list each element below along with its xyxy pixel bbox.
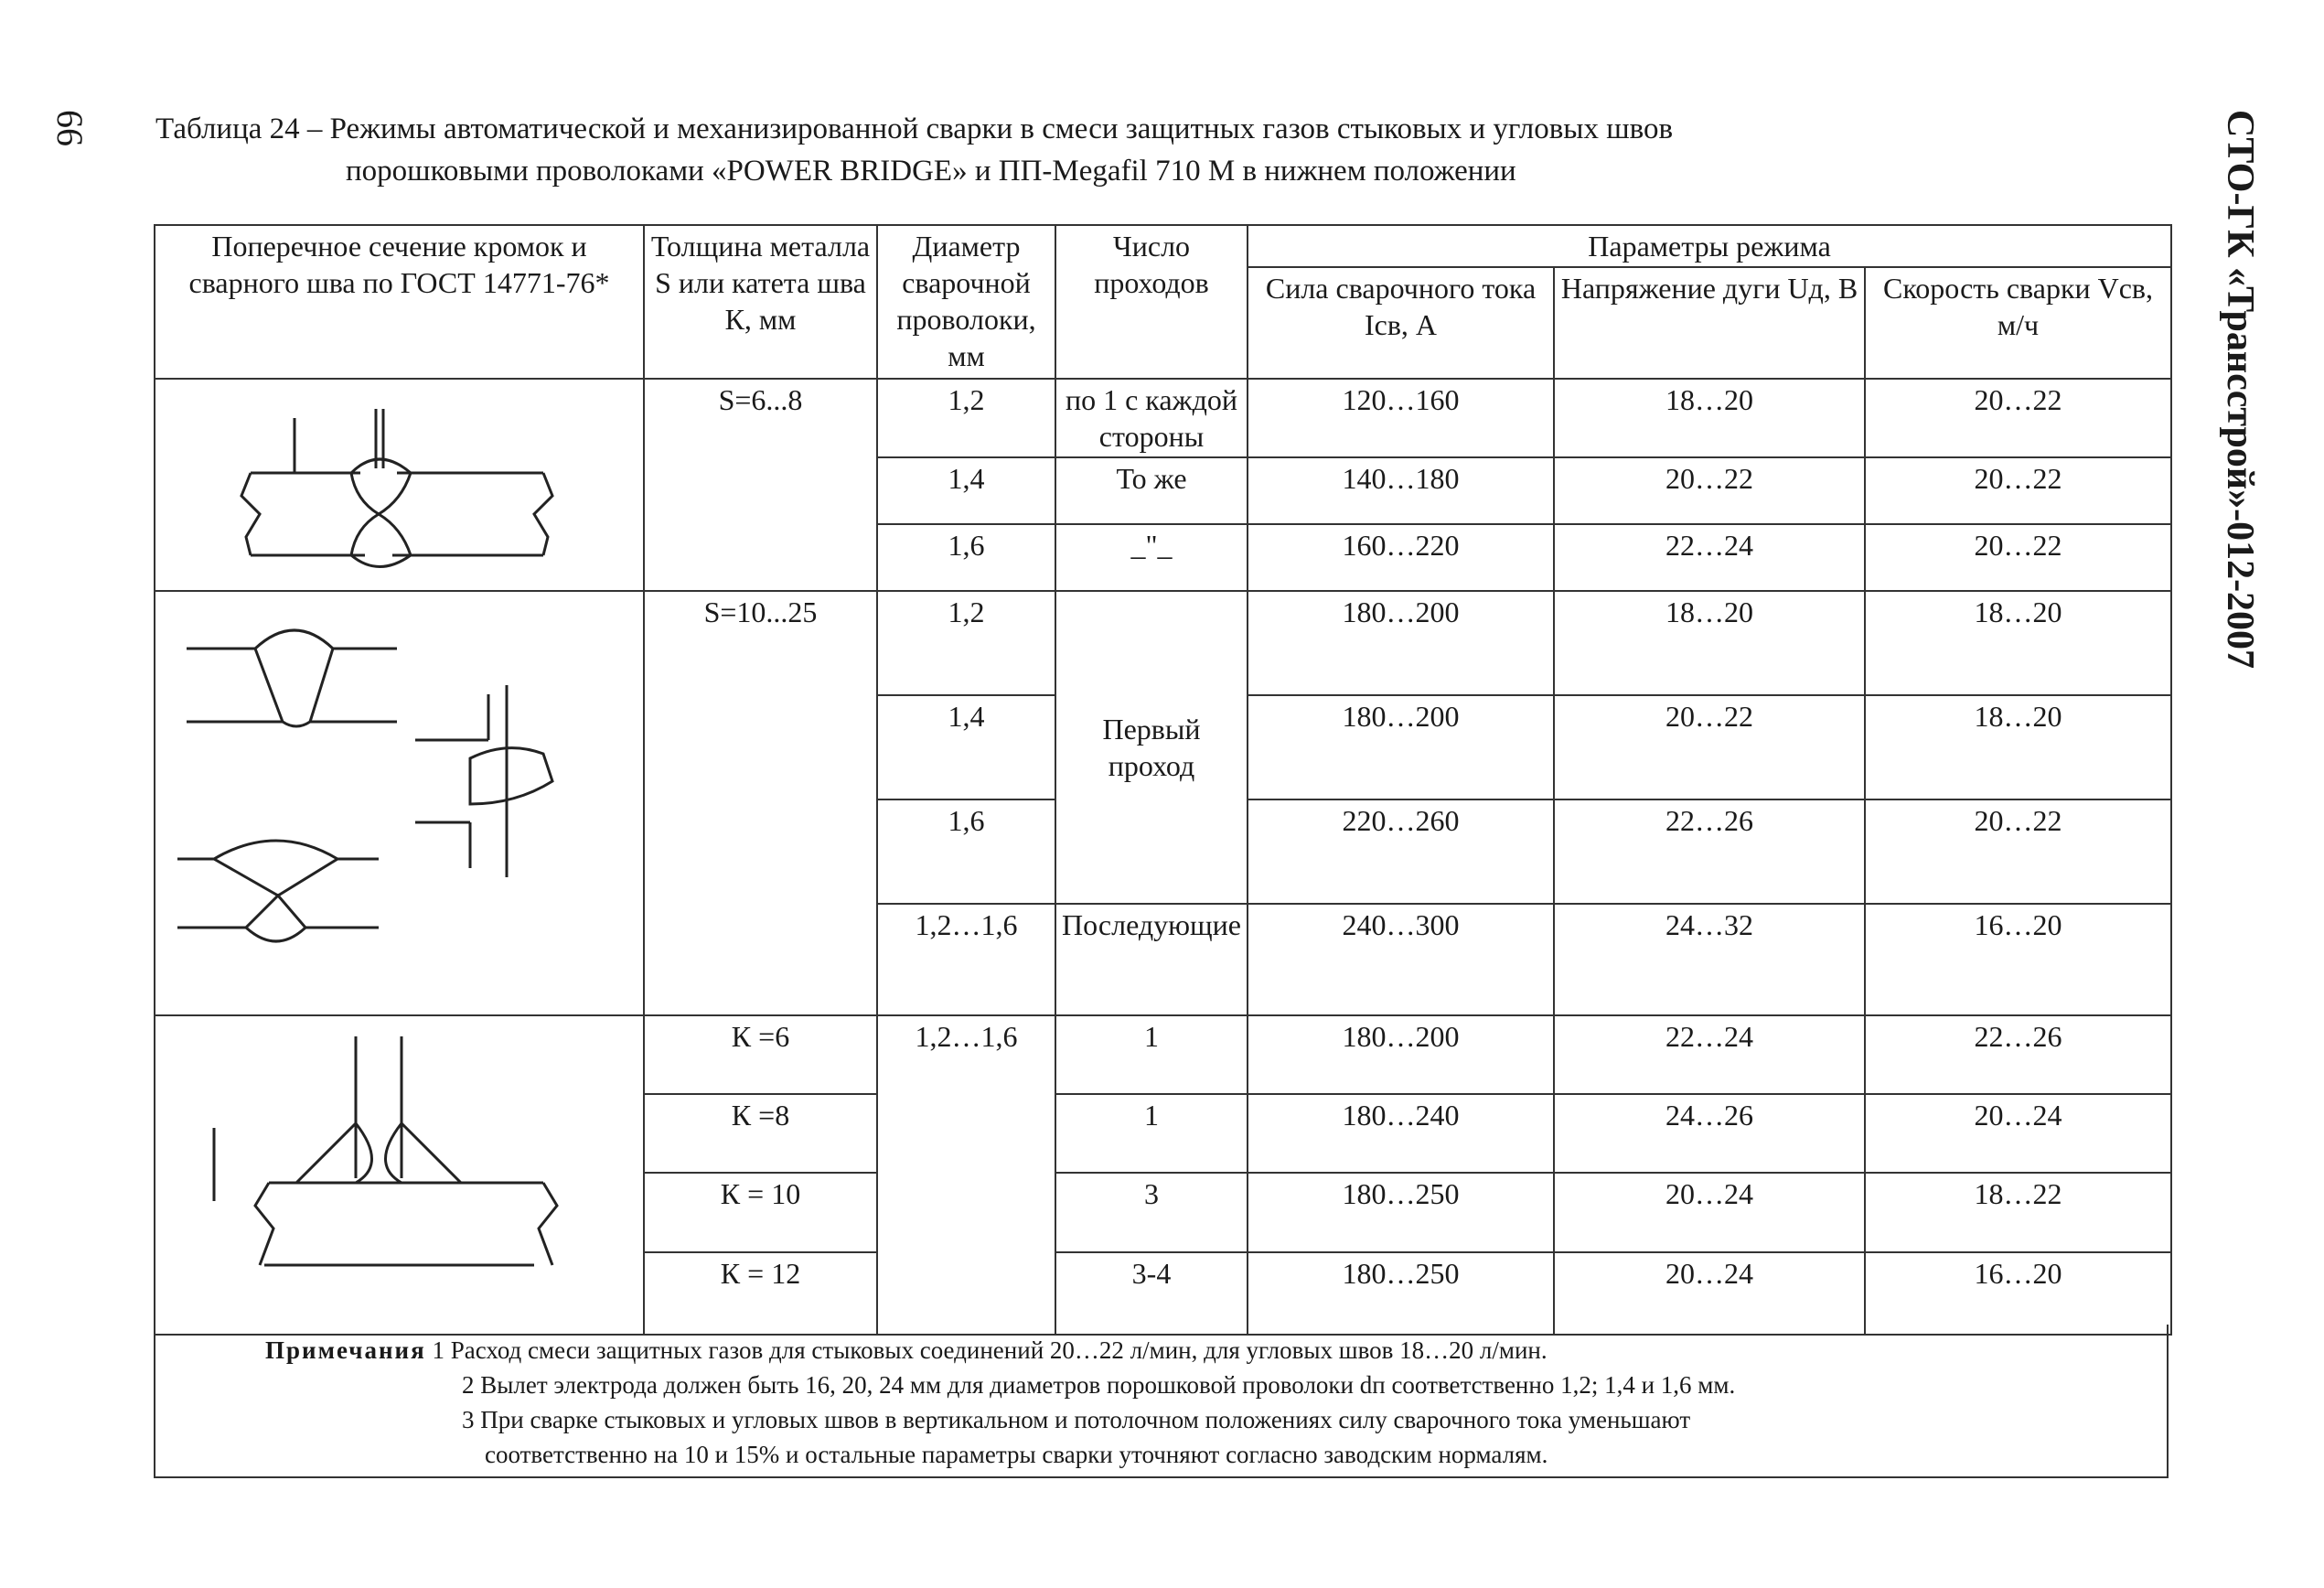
note-1 bbox=[265, 1332, 1548, 1368]
header-thickness: Толщина металла S или катета шва К, мм bbox=[644, 225, 877, 379]
g3-r1-voltage: 22…24 bbox=[1554, 1015, 1865, 1094]
g2-r2-current: 180…200 bbox=[1248, 695, 1554, 799]
g2-passes-first: Первый проход bbox=[1055, 591, 1248, 904]
g3-r4-current: 180…250 bbox=[1248, 1252, 1554, 1335]
g3-r3-voltage: 20…24 bbox=[1554, 1173, 1865, 1251]
g1-r1-diameter: 1,2 bbox=[877, 379, 1055, 457]
g1-r3-passes: _"_ bbox=[1055, 524, 1248, 591]
note-3-cont: соответственно на 10 и 15% и остальные параметры сварки уточняют согласно заводским нормалям. bbox=[485, 1441, 1548, 1468]
g2-r2-speed: 18…20 bbox=[1865, 695, 2171, 799]
welding-modes-table bbox=[154, 224, 2172, 1336]
g2-r4-voltage: 24…32 bbox=[1554, 904, 1865, 1015]
g2-r4-diameter: 1,2…1,6 bbox=[877, 904, 1055, 1015]
note-2: 2 Вылет электрода должен быть 16, 20, 24 мм для диаметров порошковой проволоки dп соответственно 1,2; 1,4 и 1,6 мм. bbox=[462, 1371, 1736, 1399]
header-params: Параметры режима bbox=[1248, 225, 2171, 267]
tee-weld-drawing bbox=[159, 1018, 644, 1332]
table-row bbox=[155, 379, 2171, 457]
g3-diameter: 1,2…1,6 bbox=[877, 1015, 1055, 1335]
table-caption bbox=[155, 108, 2168, 192]
g1-r3-diameter: 1,6 bbox=[877, 524, 1055, 591]
page-number: 66 bbox=[49, 110, 91, 146]
g1-r3-speed: 20…22 bbox=[1865, 524, 2171, 591]
g3-r4-passes: 3-4 bbox=[1055, 1252, 1248, 1335]
g3-r2-thickness: К =8 bbox=[644, 1094, 877, 1173]
header-diameter: Диаметр сварочной проволоки, мм bbox=[877, 225, 1055, 379]
butt-weld-c7-drawing bbox=[159, 381, 644, 576]
g3-r2-voltage: 24…26 bbox=[1554, 1094, 1865, 1173]
g2-thickness: S=10...25 bbox=[644, 591, 877, 1015]
g2-passes-next: Последующие bbox=[1055, 904, 1248, 1015]
sketch-tee-joint bbox=[155, 1015, 644, 1335]
g3-r1-current: 180…200 bbox=[1248, 1015, 1554, 1094]
g3-r2-speed: 20…24 bbox=[1865, 1094, 2171, 1173]
g2-r4-speed: 16…20 bbox=[1865, 904, 2171, 1015]
caption-line-2: порошковыми проволоками «POWER BRIDGE» и ПП-Megafil 710 М в нижнем положении bbox=[346, 155, 1516, 188]
header-section: Поперечное сечение кромок и сварного шва по ГОСТ 14771-76* bbox=[155, 225, 644, 379]
table-row bbox=[155, 591, 2171, 695]
g1-r1-voltage: 18…20 bbox=[1554, 379, 1865, 457]
g2-r1-current: 180…200 bbox=[1248, 591, 1554, 695]
g2-r3-diameter: 1,6 bbox=[877, 799, 1055, 904]
sketch-butt-joints-c8-c17-c25 bbox=[155, 591, 644, 1015]
g2-r2-diameter: 1,4 bbox=[877, 695, 1055, 799]
g2-r3-speed: 20…22 bbox=[1865, 799, 2171, 904]
g1-r1-speed: 20…22 bbox=[1865, 379, 2171, 457]
g2-r1-speed: 18…20 bbox=[1865, 591, 2171, 695]
g1-r2-diameter: 1,4 bbox=[877, 457, 1055, 524]
g3-r2-current: 180…240 bbox=[1248, 1094, 1554, 1173]
g3-r4-thickness: К = 12 bbox=[644, 1252, 877, 1335]
g2-r3-voltage: 22…26 bbox=[1554, 799, 1865, 904]
g3-r1-thickness: К =6 bbox=[644, 1015, 877, 1094]
g1-r2-voltage: 20…22 bbox=[1554, 457, 1865, 524]
table-notes bbox=[154, 1325, 2169, 1478]
g1-r3-current: 160…220 bbox=[1248, 524, 1554, 591]
butt-weld-groove-drawing bbox=[159, 594, 644, 1013]
header-current: Сила сварочного тока Iсв, А bbox=[1248, 267, 1554, 379]
document-code-text: СТО-ГК «Трансстрой»-012-2007 bbox=[2219, 110, 2261, 670]
g3-r4-voltage: 20…24 bbox=[1554, 1252, 1865, 1335]
table-row bbox=[155, 1015, 2171, 1094]
g1-r2-speed: 20…22 bbox=[1865, 457, 2171, 524]
g3-r3-speed: 18…22 bbox=[1865, 1173, 2171, 1251]
notes-label: Примечания bbox=[265, 1336, 426, 1364]
g1-r1-current: 120…160 bbox=[1248, 379, 1554, 457]
note-1-text: 1 Расход смеси защитных газов для стыковых соединений 20…22 л/мин, для угловых швов 18…20 л/мин. bbox=[432, 1336, 1548, 1364]
g1-r1-passes: по 1 с каждой стороны bbox=[1055, 379, 1248, 457]
header-passes: Число проходов bbox=[1055, 225, 1248, 379]
header-speed: Скорость сварки Vсв, м/ч bbox=[1865, 267, 2171, 379]
note-3: 3 При сварке стыковых и угловых швов в вертикальном и потолочном положениях силу сварочного тока уменьшают bbox=[462, 1406, 1691, 1433]
g2-r1-voltage: 18…20 bbox=[1554, 591, 1865, 695]
header-voltage: Напряжение дуги Uд, В bbox=[1554, 267, 1865, 379]
g2-r1-diameter: 1,2 bbox=[877, 591, 1055, 695]
g3-r1-speed: 22…26 bbox=[1865, 1015, 2171, 1094]
document-code bbox=[2174, 110, 2261, 670]
g1-r2-current: 140…180 bbox=[1248, 457, 1554, 524]
g1-thickness: S=6...8 bbox=[644, 379, 877, 591]
g2-r4-current: 240…300 bbox=[1248, 904, 1554, 1015]
g3-r3-passes: 3 bbox=[1055, 1173, 1248, 1251]
g3-r4-speed: 16…20 bbox=[1865, 1252, 2171, 1335]
g1-r3-voltage: 22…24 bbox=[1554, 524, 1865, 591]
g2-r3-current: 220…260 bbox=[1248, 799, 1554, 904]
g3-r3-current: 180…250 bbox=[1248, 1173, 1554, 1251]
g3-r2-passes: 1 bbox=[1055, 1094, 1248, 1173]
caption-line-1: Таблица 24 – Режимы автоматической и механизированной сварки в смеси защитных газов стыковых и угловых швов bbox=[155, 113, 1674, 145]
g3-r3-thickness: К = 10 bbox=[644, 1173, 877, 1251]
sketch-butt-joint-c7 bbox=[155, 379, 644, 591]
g2-r2-voltage: 20…22 bbox=[1554, 695, 1865, 799]
g1-r2-passes: То же bbox=[1055, 457, 1248, 524]
g3-r1-passes: 1 bbox=[1055, 1015, 1248, 1094]
